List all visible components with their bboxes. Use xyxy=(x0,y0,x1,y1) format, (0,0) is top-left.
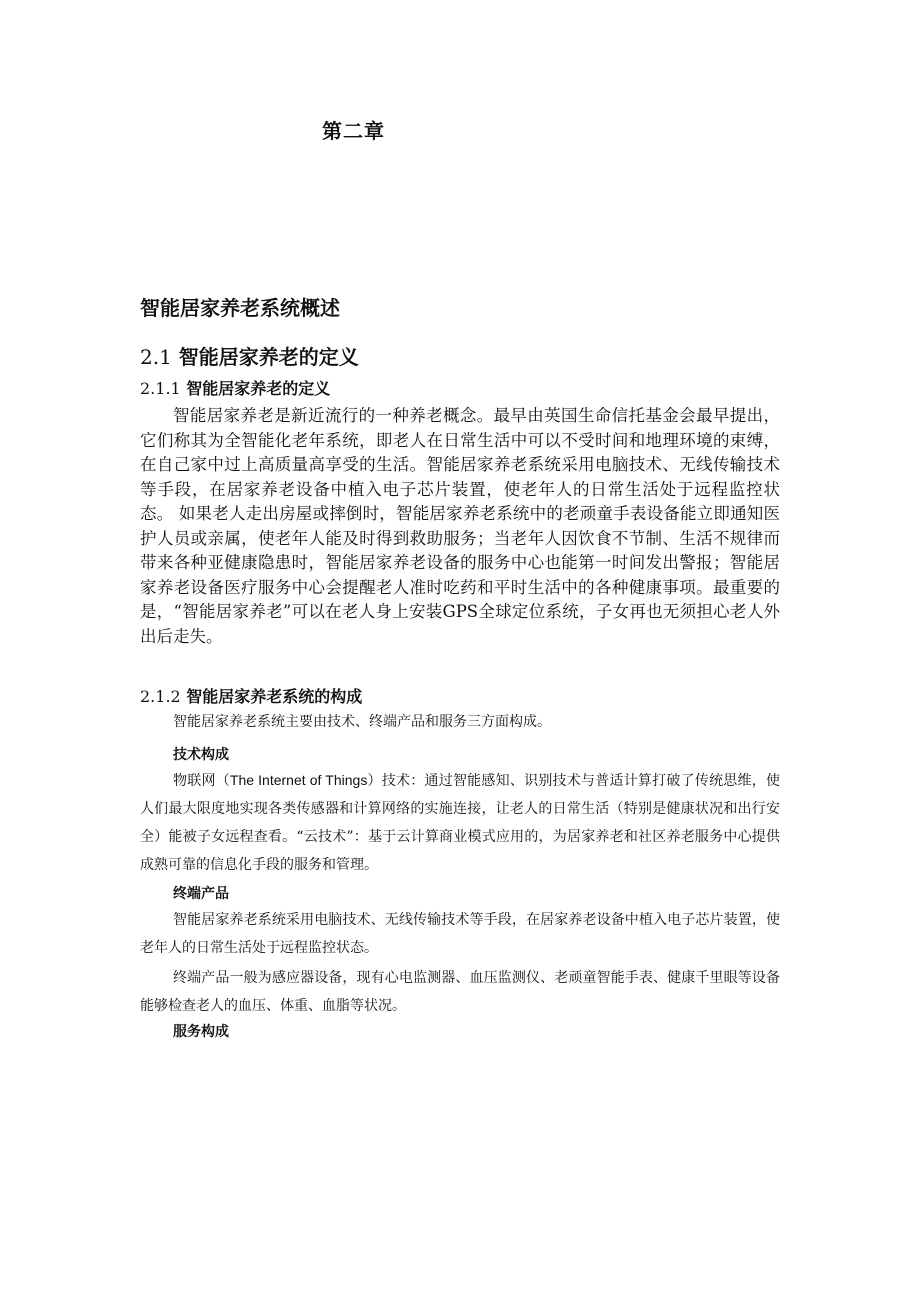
tech-text-after: ）技术：通过智能感知、识别技术与普适计算打破了传统思维，使人们最大限度地实现各类传感器和计算网络的实施连接，让老人的日常生活（特别是健康状况和出行安全）能被子女远程查看。“云技术”：基于云计算商业模式应用的，为居家养老和社区养老服务中心提供成熟可靠的信息化手段的服务和管理。 xyxy=(140,773,780,873)
service-composition-heading: 服务构成 xyxy=(173,1024,229,1040)
section-title: 智能居家养老的定义 xyxy=(178,345,359,369)
iot-english-term: The Internet of Things xyxy=(229,772,368,788)
section-number: 2.1.1 xyxy=(140,379,181,398)
section-2-1-2-heading xyxy=(140,686,362,708)
section-number: 2.1 xyxy=(140,345,172,369)
definition-paragraph: 智能居家养老是新近流行的一种养老概念。最早由英国生命信托基金会最早提出，它们称其为全智能化老年系统，即老人在日常生活中可以不受时间和地理环境的束缚，在自己家中过上高质量高享受的生活。智能居家养老系统采用电脑技术、无线传输技术等手段，在居家养老设备中植入电子芯片装置，使老年人的日常生活处于远程监控状态。 如果老人走出房屋或摔倒时，智能居家养老系统中的老顽童手表设备能立即通知医护人员或亲属，使老年人能及时得到救助服务；当老年人因饮食不节制、生活不规律而带来各种亚健康隐患时，智能居家养老设备的服务中心也能第一时间发出警报；智能居家养老设备医疗服务中心会提醒老人准时吃药和平时生活中的各种健康事项。最重要的是，“智能居家养老”可以在老人身上安装GPS全球定位系统，子女再也无须担心老人外出后走失。 xyxy=(140,406,780,646)
document-title: 智能居家养老系统概述 xyxy=(140,296,340,320)
tech-text-before: 物联网（ xyxy=(173,773,230,789)
terminal-products-paragraph-1: 智能居家养老系统采用电脑技术、无线传输技术等手段，在居家养老设备中植入电子芯片装置，使老年人的日常生活处于远程监控状态。 xyxy=(140,912,780,956)
section-2-1-1-heading xyxy=(140,378,330,400)
terminal-products-paragraph-2: 终端产品一般为感应器设备，现有心电监测器、血压监测仪、老顽童智能手表、健康千里眼等设备能够检查老人的血压、体重、血脂等状况。 xyxy=(140,970,780,1014)
tech-composition-heading: 技术构成 xyxy=(173,747,229,763)
section-title: 智能居家养老系统的构成 xyxy=(186,687,363,706)
section-title: 智能居家养老的定义 xyxy=(186,379,331,398)
terminal-products-heading: 终端产品 xyxy=(173,886,229,902)
tech-composition-paragraph xyxy=(140,766,780,879)
section-number: 2.1.2 xyxy=(140,687,181,706)
composition-intro-paragraph: 智能居家养老系统主要由技术、终端产品和服务三方面构成。 xyxy=(173,714,551,730)
chapter-title: 第二章 xyxy=(322,119,385,143)
section-2-1-heading xyxy=(140,341,359,370)
